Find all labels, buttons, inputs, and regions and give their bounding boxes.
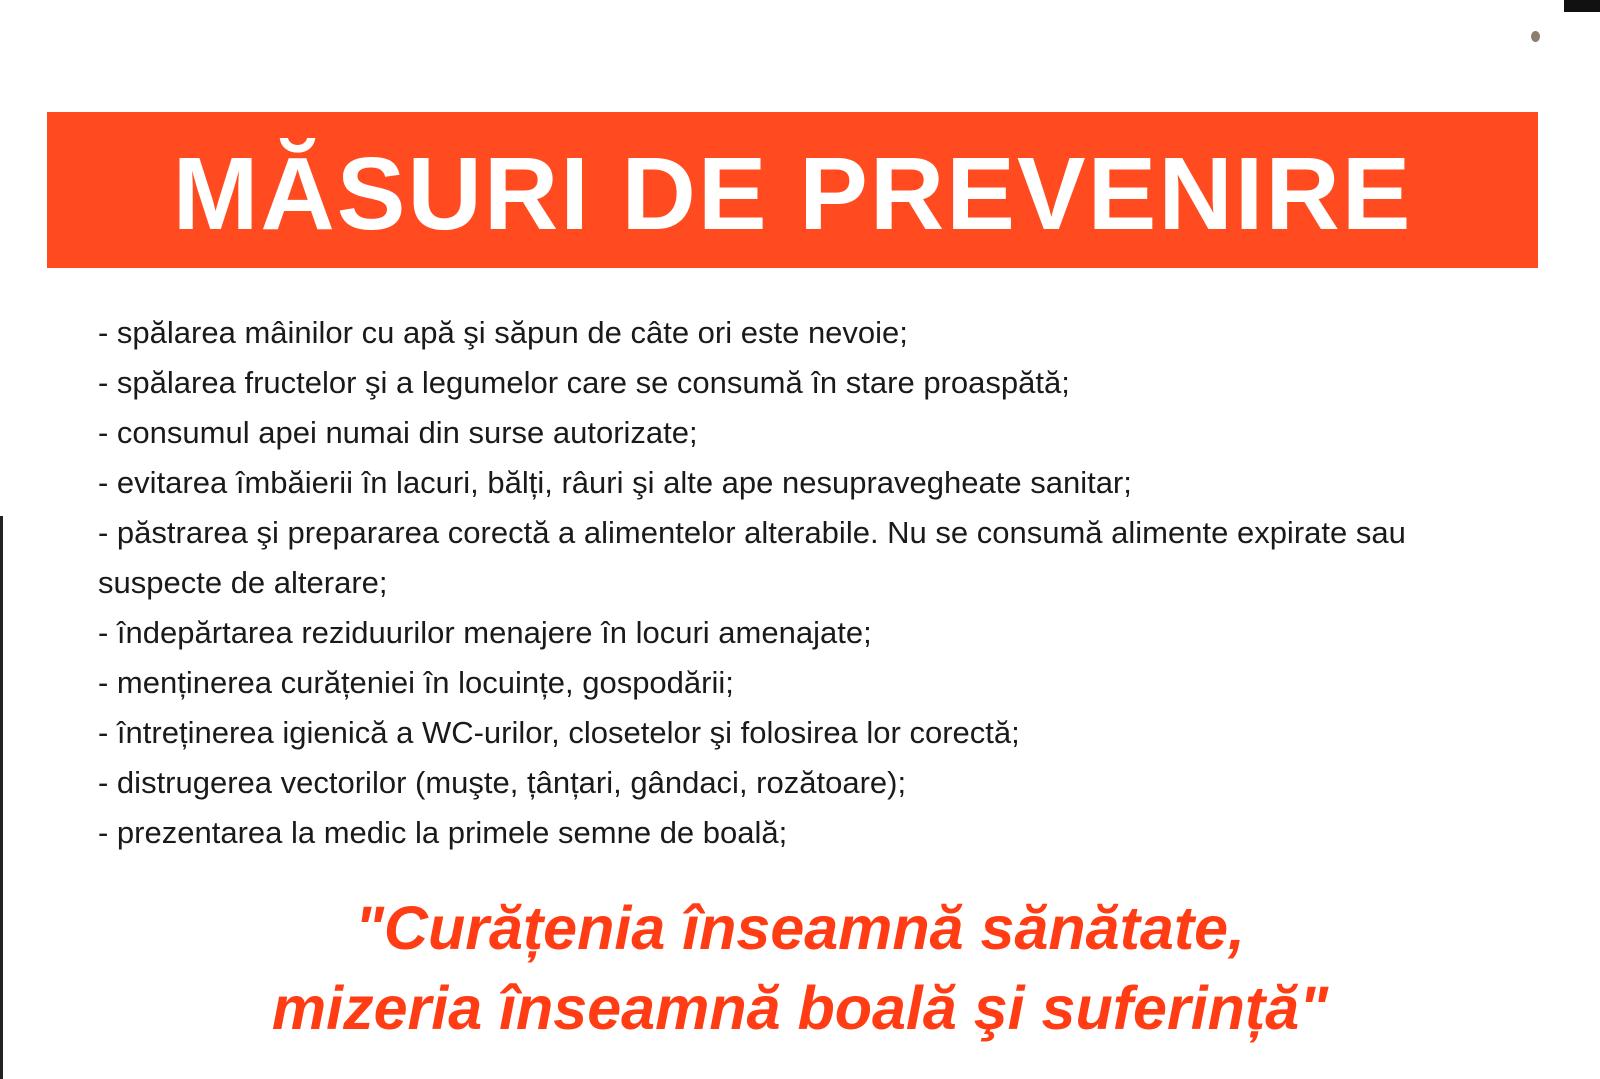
scan-edge-mark [1564, 0, 1600, 12]
page-title: MĂSURI DE PREVENIRE [172, 135, 1413, 251]
measure-item: - evitarea îmbăierii în lacuri, bălți, râuri şi alte ape nesupravegheate sanitar; [98, 465, 1132, 500]
measure-item: - spălarea fructelor şi a legumelor care se consumă în stare proaspătă; [98, 365, 1070, 400]
scan-speck [1531, 31, 1540, 42]
measure-item: - păstrarea şi prepararea corectă a alimentelor alterabile. Nu se consumă alimente expirate sau suspecte de alterare; [98, 515, 1406, 600]
slogan [0, 888, 1600, 1048]
measure-item: - consumul apei numai din surse autorizate; [98, 415, 698, 450]
prevention-measures-list [98, 308, 1498, 858]
measure-item: - prezentarea la medic la primele semne de boală; [98, 815, 788, 850]
measure-item: - întreținerea igienică a WC-urilor, closetelor şi folosirea lor corectă; [98, 715, 1020, 750]
title-banner [47, 112, 1538, 268]
measure-item: - menținerea curățeniei în locuințe, gospodării; [98, 665, 734, 700]
measure-item: - îndepărtarea reziduurilor menajere în locuri amenajate; [98, 615, 872, 650]
measure-item: - distrugerea vectorilor (muşte, țânțari, gândaci, rozătoare); [98, 765, 907, 800]
measure-item: - spălarea mâinilor cu apă şi săpun de câte ori este nevoie; [98, 315, 908, 350]
slogan-line-2: mizeria înseamnă boală şi suferință" [271, 974, 1329, 1042]
slogan-line-1: "Curățenia înseamnă sănătate, [354, 894, 1246, 962]
